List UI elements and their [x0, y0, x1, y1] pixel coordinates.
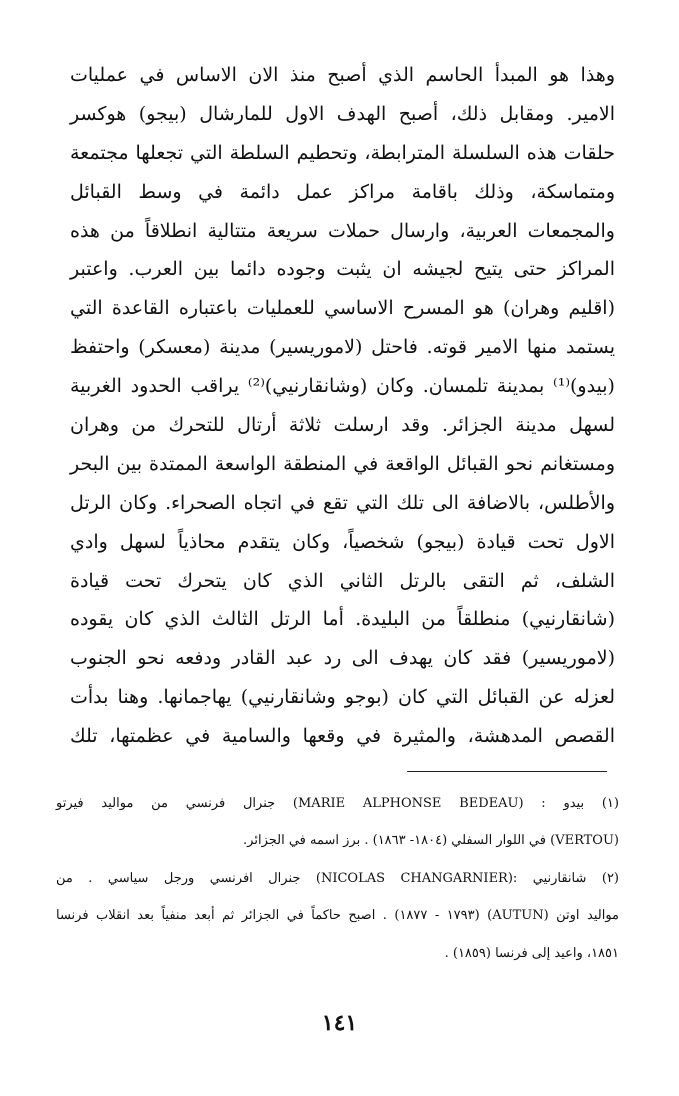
footnotes — [56, 785, 619, 972]
body-text — [70, 56, 615, 756]
body-line: لسهل مدينة الجزائر. وقد ارسلت ثلاثة أرتال للتحرك من وهران — [70, 414, 615, 437]
body-line: (شانقارنيي) منطلقاً من البليدة. أما الرتل الثالث الذي كان يقوده — [70, 608, 615, 631]
footnote-line: ١٨٥١، واعيد إلى فرنسا (١٨٥٩) . — [444, 945, 619, 961]
body-line: لعزله عن القبائل التي كان (بوجو وشانقارنيي) يهاجمانها. وهنا بدأت — [70, 686, 615, 709]
body-line: وهذا هو المبدأ الحاسم الذي أصبح منذ الان الاساس في عمليات — [70, 64, 615, 86]
body-line: المراكز حتى يتيح لجيشه ان يثبت وجوده دائما بين العرب. واعتبر — [70, 258, 615, 281]
page-number: ١٤١ — [321, 1010, 358, 1036]
body-line: حلقات هذه السلسلة المترابطة، وتحطيم السلطة التي تجعلها مجتمعة — [70, 141, 615, 164]
body-line: والأطلس، بالاضافة الى تلك التي تقع في اتجاه الصحراء. وكان الرتل — [70, 491, 615, 514]
body-line: يستمد منها الامير قوته. فاحتل (لاموريسير) مدينة (معسكر) واحتفظ — [70, 336, 615, 359]
body-line: الشلف، ثم التقى بالرتل الثاني الذي كان يتحرك تحت قيادة — [70, 569, 615, 592]
body-line: ومستغانم نحو القبائل الواقعة في المنطقة الواسعة الممتدة بين البحر — [70, 452, 615, 475]
body-line: (اقليم وهران) هو المسرح الاساسي للعمليات باعتباره القاعدة التي — [70, 297, 615, 320]
footnote-line: (VERTOU) في اللوار السفلي (١٨٠٤- ١٨٦٣) . برز اسمه في الجزائر. — [243, 833, 619, 849]
body-line: ومتماسكة، وذلك باقامة مراكز عمل دائمة في وسط القبائل — [70, 180, 615, 203]
body-line: (لاموريسير) فقد كان يهدف الى رد عبد القادر ودفعه نحو الجنوب — [70, 647, 615, 670]
body-line: والمجمعات العربية، وارسال حملات سريعة متتالية انطلاقاً من هذه — [70, 219, 615, 242]
footnote-line: مواليد اوتن (AUTUN) (١٧٩٣ - ١٨٧٧) . اصبح حاكماً في الجزائر ثم أبعد منفياً بعد انقلاب فرنسا — [56, 908, 619, 924]
footnote-line: (٢) شانقارنيي :(NICOLAS CHANGARNIER) جنرال افرنسي ورجل سياسي . من — [56, 870, 619, 886]
body-line: الامير. ومقابل ذلك، أصبح الهدف الاول للمارشال (بيجو) هوكسر — [70, 102, 615, 125]
body-line: (بيدو)⁽¹⁾ بمدينة تلمسان. وكان (وشانقارنيي)⁽²⁾ يراقب الحدود الغربية — [70, 375, 615, 398]
body-line: القصص المدهشة، والمثيرة في وقعها والسامية في عظمتها، تلك — [70, 725, 615, 748]
body-line: الاول تحت قيادة (بيجو) شخصياً، وكان يتقدم محاذياً لسهل وادي — [70, 530, 615, 553]
footnote-divider — [407, 771, 607, 772]
footnote-line: (١) بيدو : (MARIE ALPHONSE BEDEAU) جنرال فرنسي من مواليد فيرتو — [56, 796, 619, 811]
